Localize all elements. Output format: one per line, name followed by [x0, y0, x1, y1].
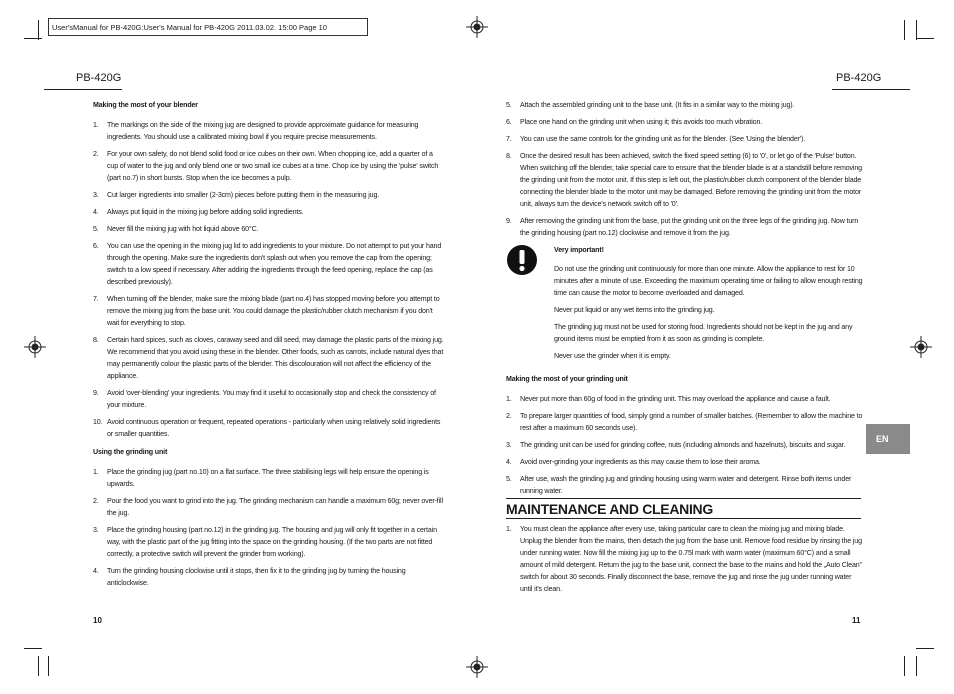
list-item	[506, 410, 863, 434]
crop-mark	[916, 20, 917, 40]
list-item	[506, 150, 863, 210]
model-header-right: PB-420G	[836, 72, 882, 84]
crop-mark	[916, 656, 917, 676]
list-item-number: 4.	[93, 567, 99, 575]
language-tab: EN	[866, 424, 910, 454]
warning-text	[554, 244, 863, 367]
list-item	[93, 148, 445, 184]
list-item	[93, 466, 445, 490]
list-item	[506, 439, 863, 451]
crop-mark	[916, 648, 934, 649]
list-item-text: Never fill the mixing jug with hot liquid above 60°C.	[107, 225, 259, 233]
crop-mark	[916, 38, 934, 39]
warning-paragraph: Do not use the grinding unit continuously for more than one minute. Allow the appliance to rest for 10 minutes after a minute of use. Exceeding the maximum operating time or failing to allow enough resting time can cause the motor to become overloaded and damaged.	[554, 265, 863, 297]
list-item-text: Never put more than 60g of food in the grinding unit. This may overload the appliance and cause a fault.	[520, 395, 831, 403]
list-item-text: Avoid continuous operation or frequent, repeated operations - particularly when using relatively solid ingredients or smaller quantities.	[107, 418, 441, 438]
warning-paragraph: Never put liquid or any wet items into the grinding jug.	[554, 306, 715, 314]
grinding-tips-list	[506, 393, 863, 497]
list-item-number: 5.	[506, 101, 512, 109]
list-item-text: You must clean the appliance after every use, taking particular care to clean the mixing jug and mixing blade. Unplug the blender from the mains, then detach the jug from the base unit. Remove food residue by rinsing the jug under running water. Now fill the mixing jug up to the 0.75l mark with warm water (maximum 60°C) and a small amount of mild detergent. Return the jug to the base unit, connect the base to the mains and hold the „Auto Clean” switch for about 30 seconds. Finally disconnect the base, remove the jug and rinse the jug under running water until it's clean.	[520, 525, 862, 593]
list-item-text: Place one hand on the grinding unit when using it; this avoids too much vibration.	[520, 118, 763, 126]
crop-mark	[48, 656, 49, 676]
list-item	[93, 334, 445, 382]
list-item-number: 3.	[506, 441, 512, 449]
header-rule-right	[832, 89, 910, 90]
grinding-steps-list	[93, 466, 445, 589]
list-item-text: After removing the grinding unit from the base, put the grinding unit on the three legs of the grinding jug. Now turn the grinding housing (part no.12) clockwise and remove it from the jug.	[520, 217, 859, 237]
list-item-number: 2.	[93, 497, 99, 505]
list-item-text: After use, wash the grinding jug and grinding housing using warm water and detergent. Rinse both items under running water.	[520, 475, 852, 495]
list-item	[506, 393, 863, 405]
maintenance-heading: MAINTENANCE AND CLEANING	[506, 498, 861, 519]
list-item-number: 2.	[93, 150, 99, 158]
list-item-number: 1.	[93, 121, 99, 129]
list-item-text: Place the grinding jug (part no.10) on a flat surface. The three stabilising legs will help ensure the opening is upwards.	[107, 468, 429, 488]
list-item-text: You can use the opening in the mixing jug lid to add ingredients to your mixture. Do not attempt to put your hand through the opening. Make sure the ingredients don't splash out when you remove the cap from the opening; switch to a low speed if necessary. After adding the ingredients through the feed opening, replace the cap (as described previously).	[107, 242, 442, 286]
list-item	[93, 293, 445, 329]
right-column	[506, 99, 863, 502]
crop-mark	[24, 38, 42, 39]
registration-mark	[466, 16, 488, 38]
list-item-text: Place the grinding housing (part no.12) in the grinding jug. The housing and jug will only fit together in a certain way, with the plastic part of the jug fitting into the space on the grinding housing. (If the two parts are not fitted correctly, a protective switch will prevent the grinder from working).	[107, 526, 437, 558]
list-item-text: You can use the same controls for the grinding unit as for the blender. (See 'Using the blender').	[520, 135, 806, 143]
registration-mark	[24, 336, 46, 358]
crop-mark	[904, 656, 905, 676]
list-item-text: Cut larger ingredients into smaller (2-3cm) pieces before putting them in the measuring jug.	[107, 191, 380, 199]
list-item-number: 4.	[93, 208, 99, 216]
list-item-number: 1.	[93, 468, 99, 476]
list-item	[93, 119, 445, 143]
list-item	[93, 189, 445, 201]
list-item-number: 1.	[506, 525, 512, 533]
maintenance-list	[506, 523, 863, 595]
section-title-grinding-tips: Making the most of your grinding unit	[506, 375, 628, 383]
list-item-text: Avoid over-grinding your ingredients as this may cause them to lose their aroma.	[520, 458, 761, 466]
list-item	[93, 565, 445, 589]
list-item-number: 2.	[506, 412, 512, 420]
list-item	[506, 116, 863, 128]
list-item	[93, 206, 445, 218]
list-item	[506, 473, 863, 497]
list-item-number: 5.	[506, 475, 512, 483]
registration-mark	[910, 336, 932, 358]
page-number-right: 11	[852, 616, 861, 625]
list-item-number: 5.	[93, 225, 99, 233]
list-item-number: 7.	[506, 135, 512, 143]
print-slug: User'sManual for PB-420G:User's Manual for PB-420G 2011.03.02. 15:00 Page 10	[48, 18, 368, 36]
header-rule-left	[44, 89, 122, 90]
page-number-left: 10	[93, 616, 102, 625]
list-item-number: 3.	[93, 526, 99, 534]
list-item-number: 3.	[93, 191, 99, 199]
maintenance-column	[506, 523, 863, 600]
list-item-text: When turning off the blender, make sure the mixing blade (part no.4) has stopped moving before you attempt to remove the mixing jug from the base unit. You could damage the plastic/rubber clutch mechanism if you don't wait for everything to stop.	[107, 295, 440, 327]
list-item	[93, 223, 445, 235]
list-item	[506, 99, 863, 111]
exclamation-icon	[506, 244, 554, 367]
list-item	[506, 523, 863, 595]
warning-block	[506, 244, 863, 367]
list-item-number: 1.	[506, 395, 512, 403]
list-item	[93, 416, 445, 440]
section-title-grinding-unit: Using the grinding unit	[93, 448, 168, 456]
list-item-text: The markings on the side of the mixing jug are designed to provide approximate guidance for measuring ingredients. You should use a calibrated mixing bowl if you require precise measurements.	[107, 121, 419, 141]
list-item-text: Attach the assembled grinding unit to the base unit. (It fits in a similar way to the mixing jug).	[520, 101, 795, 109]
list-item-number: 7.	[93, 295, 99, 303]
model-header-left: PB-420G	[76, 72, 122, 84]
crop-mark	[38, 20, 39, 40]
section-title-blender: Making the most of your blender	[93, 101, 198, 109]
list-item-text: Once the desired result has been achieved, switch the fixed speed setting (6) to '0', or let go of the 'Pulse' button. When switching off the blender, take special care to ensure that the blender blade is at a standstill before removing the grinding unit from the motor unit. If this step is left out, the plastic/rubber clutch component of the blender blade connecting the blender blade to the motor unit may be damaged. Before removing the grinding unit from the motor unit, always turn the device's network switch off to '0'.	[520, 152, 862, 208]
list-item-text: Pour the food you want to grind into the jug. The grinding mechanism can handle a maximum 60g; never over-fill the jug.	[107, 497, 443, 517]
list-item	[506, 133, 863, 145]
list-item-number: 6.	[506, 118, 512, 126]
registration-mark	[466, 656, 488, 678]
grinding-steps-continued-list	[506, 99, 863, 239]
list-item-text: For your own safety, do not blend solid food or ice cubes on their own. When chopping ice, add a quarter of a cup of water to the jug and only blend one or two small ice cubes at a time. Chop ice by using the 'pulse' switch (part no.7) in short bursts. Stop when the ice becomes a pulp.	[107, 150, 439, 182]
list-item-number: 10.	[93, 418, 103, 426]
list-item-text: Certain hard spices, such as cloves, caraway seed and dill seed, may damage the plastic parts of the mixing jug. We recommend that you avoid using these in the blender. Other foods, such as carrots, include natural dyes that may permanently colour the plastic parts of the blender. This discolouration will not affect the efficiency of the appliance.	[107, 336, 444, 380]
list-item-number: 6.	[93, 242, 99, 250]
crop-mark	[904, 20, 905, 40]
list-item	[93, 524, 445, 560]
left-column	[93, 99, 445, 594]
list-item-text: Turn the grinding housing clockwise until it stops, then fix it to the grinding jug by turning the housing anticlockwise.	[107, 567, 406, 587]
list-item-text: To prepare larger quantities of food, simply grind a number of smaller batches. (Remember to allow the machine to rest after a maximum 60 seconds use).	[520, 412, 863, 432]
blender-tips-list	[93, 119, 445, 440]
list-item	[506, 215, 863, 239]
crop-mark	[24, 648, 42, 649]
list-item-number: 4.	[506, 458, 512, 466]
list-item-number: 8.	[93, 336, 99, 344]
list-item-number: 9.	[506, 217, 512, 225]
warning-paragraph: The grinding jug must not be used for storing food. Ingredients should not be kept in the jug and any ground items must be emptied from it as soon as grinding is complete.	[554, 323, 853, 343]
warning-paragraph: Never use the grinder when it is empty.	[554, 352, 671, 360]
list-item	[93, 240, 445, 288]
warning-title: Very important!	[554, 246, 604, 254]
list-item-number: 8.	[506, 152, 512, 160]
list-item	[93, 387, 445, 411]
list-item-text: Avoid 'over-blending' your ingredients. You may find it useful to occasionally stop and check the consistency of your mixture.	[107, 389, 436, 409]
crop-mark	[38, 656, 39, 676]
list-item	[506, 456, 863, 468]
list-item-text: The grinding unit can be used for grinding coffee, nuts (including almonds and hazelnuts), biscuits and sugar.	[520, 441, 846, 449]
list-item-number: 9.	[93, 389, 99, 397]
list-item-text: Always put liquid in the mixing jug before adding solid ingredients.	[107, 208, 304, 216]
list-item	[93, 495, 445, 519]
